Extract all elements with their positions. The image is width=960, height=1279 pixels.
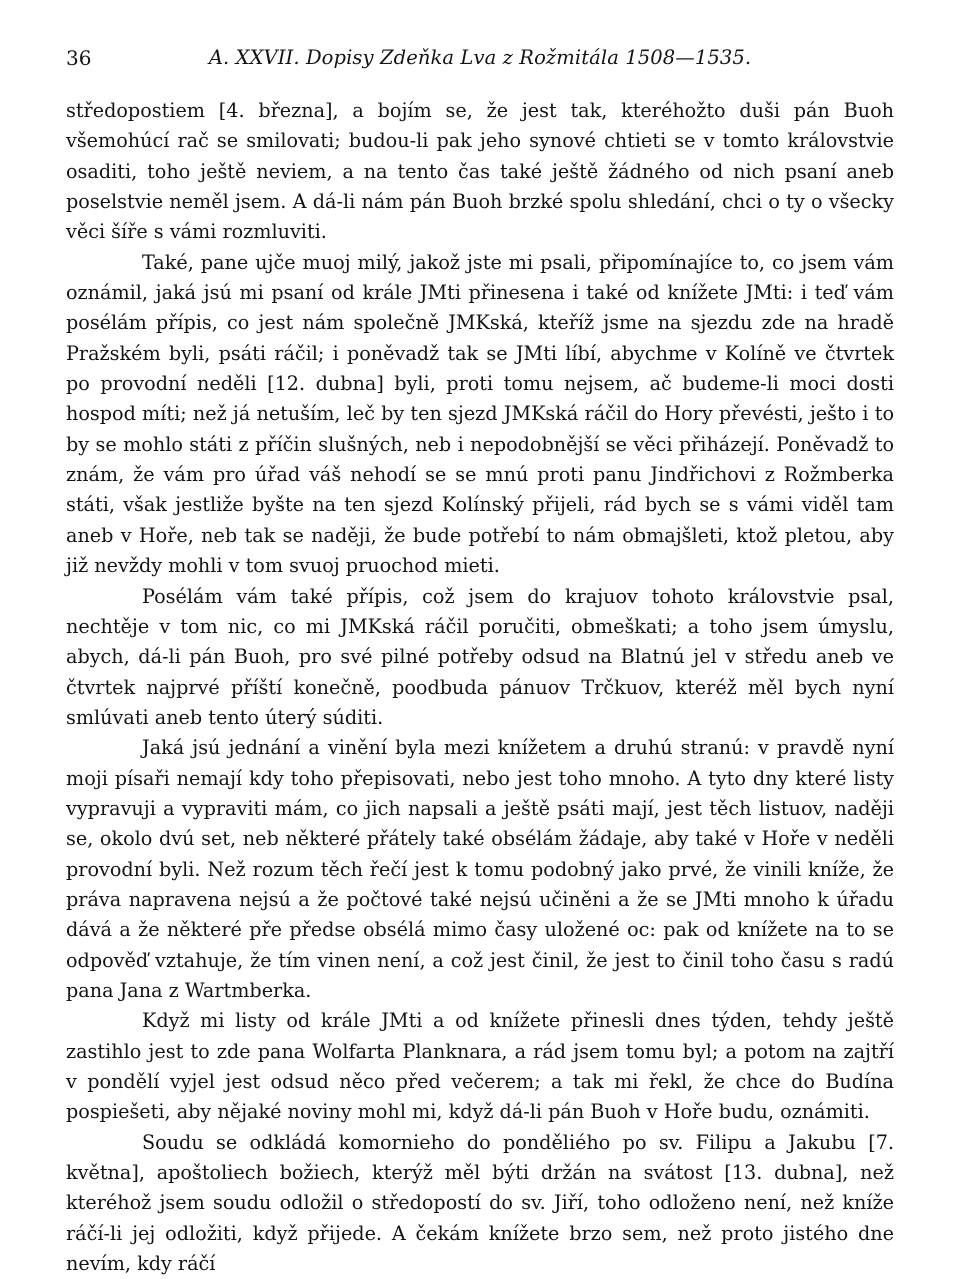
running-title: A. XXVII. Dopisy Zdeňka Lva z Rožmitála 1508—1535. bbox=[208, 46, 752, 69]
paragraph-continuation: středopostiem [4. března], a bojím se, že jest tak, kteréhožto duši pán Buoh všemohúcí rač se smilovati; budou-li pak jeho synové chtieti se v tomto královstvie osaditi, toho ještě neviem, a na tento čas také ještě žádného od nich psaní aneb poselstvie neměl jsem. A dá-li nám pán Buoh brzké spolu shledání, chci o ty o všecky věci šíře s vámi rozmluviti. bbox=[66, 99, 894, 244]
page-header bbox=[66, 40, 894, 76]
paragraph: Když mi listy od krále JMti a od knížete přinesli dnes týden, tehdy ještě zastihlo jest to zde pana Wolfarta Planknara, a rád jsem tomu byl; a potom na zajtří v pondělí vyjel jest odsud něco před večerem; a tak mi řekl, že chce do Budína pospiešeti, aby nějaké noviny mohl mi, když dá-li pán Buoh v Hoře budu, oznámiti. bbox=[66, 1009, 894, 1124]
paragraph: Jaká jsú jednání a vinění byla mezi knížetem a druhú stranú: v pravdě nyní moji písaři nemají kdy toho přepisovati, nebo jest toho mnoho. A tyto dny které listy vypravuji a vypraviti mám, co jich napsali a ještě psáti mají, jest těch listuov, naději se, okolo dvú set, neb některé přátely také obsélám žádaje, aby také v Hoře v neděli provodní byli. Než rozum těch řečí jest k tomu podobný jako prvé, že vinili kníže, že práva napravena nejsú a že počtové také nejsú učiněni a že se JMti mnoho k úřadu dává a že některé pře předse obsélá mimo časy uložené oc: pak od knížete na to se odpověď vztahuje, že tím vinen není, a což jest činil, že jest to činil toho času s radú pana Jana z Wartmberka. bbox=[66, 736, 894, 1002]
paragraph: Také, pane ujče muoj milý, jakož jste mi psali, připomínajíce to, co jsem vám oznámil, jaká jsú mi psaní od krále JMti přinesena i také od knížete JMti: i teď vám posélám přípis, co jest nám společně JMKská, kteříž jsme na sjezdu zde na hradě Pražském byli, psáti ráčil; i poněvadž tak se JMti líbí, abychme v Kolíně ve čtvrtek po provodní neděli [12. dubna] byli, proti tomu nejsem, ač budeme-li moci dosti hospod míti; než já netuším, leč by ten sjezd JMKská ráčil do Hory převésti, ješto i to by se mohlo státi z příčin slušných, neb i nepodobnější se věci přiházejí. Poněvadž to znám, že vám pro úřad váš nehodí se se mnú proti panu Jindřichovi z Rožmberka státi, však jestliže byšte na ten sjezd Kolínský přijeli, rád bych se s vámi viděl tam aneb v Hoře, neb tak se naději, že bude potřebí to nám obmajšleti, ktož pletou, aby již nevždy mohli v tom svuoj pruochod mieti. bbox=[66, 250, 894, 578]
letter-body bbox=[66, 96, 894, 1279]
paragraph: Soudu se odkládá komornieho do ponděliého po sv. Filipu a Jakubu [7. května], apoštoliech božiech, kterýž měl býti držán na svátost [13. dubna], než kteréhož jsem soudu odložil o středopostí do sv. Jiří, toho odloženo není, než kníže ráčí-li jej odložiti, když přijede. A čekám knížete brzo sem, než proto jistého dne nevím, kdy ráčí bbox=[66, 1130, 894, 1276]
paragraph: Posélám vám také přípis, což jsem do krajuov tohoto královstvie psal, nechtěje v tom nic, co mi JMKská ráčil poručiti, obmeškati; a toho jsem úmyslu, abych, dá-li pán Buoh, pro své pilné potřeby odsud na Blatnú jel v středu aneb ve čtvrtek najprvé příští konečně, poodbuda pánuov Trčkuov, kteréž měl bych nyní smlúvati aneb tento úterý súditi. bbox=[66, 584, 894, 729]
page-number: 36 bbox=[66, 46, 92, 70]
